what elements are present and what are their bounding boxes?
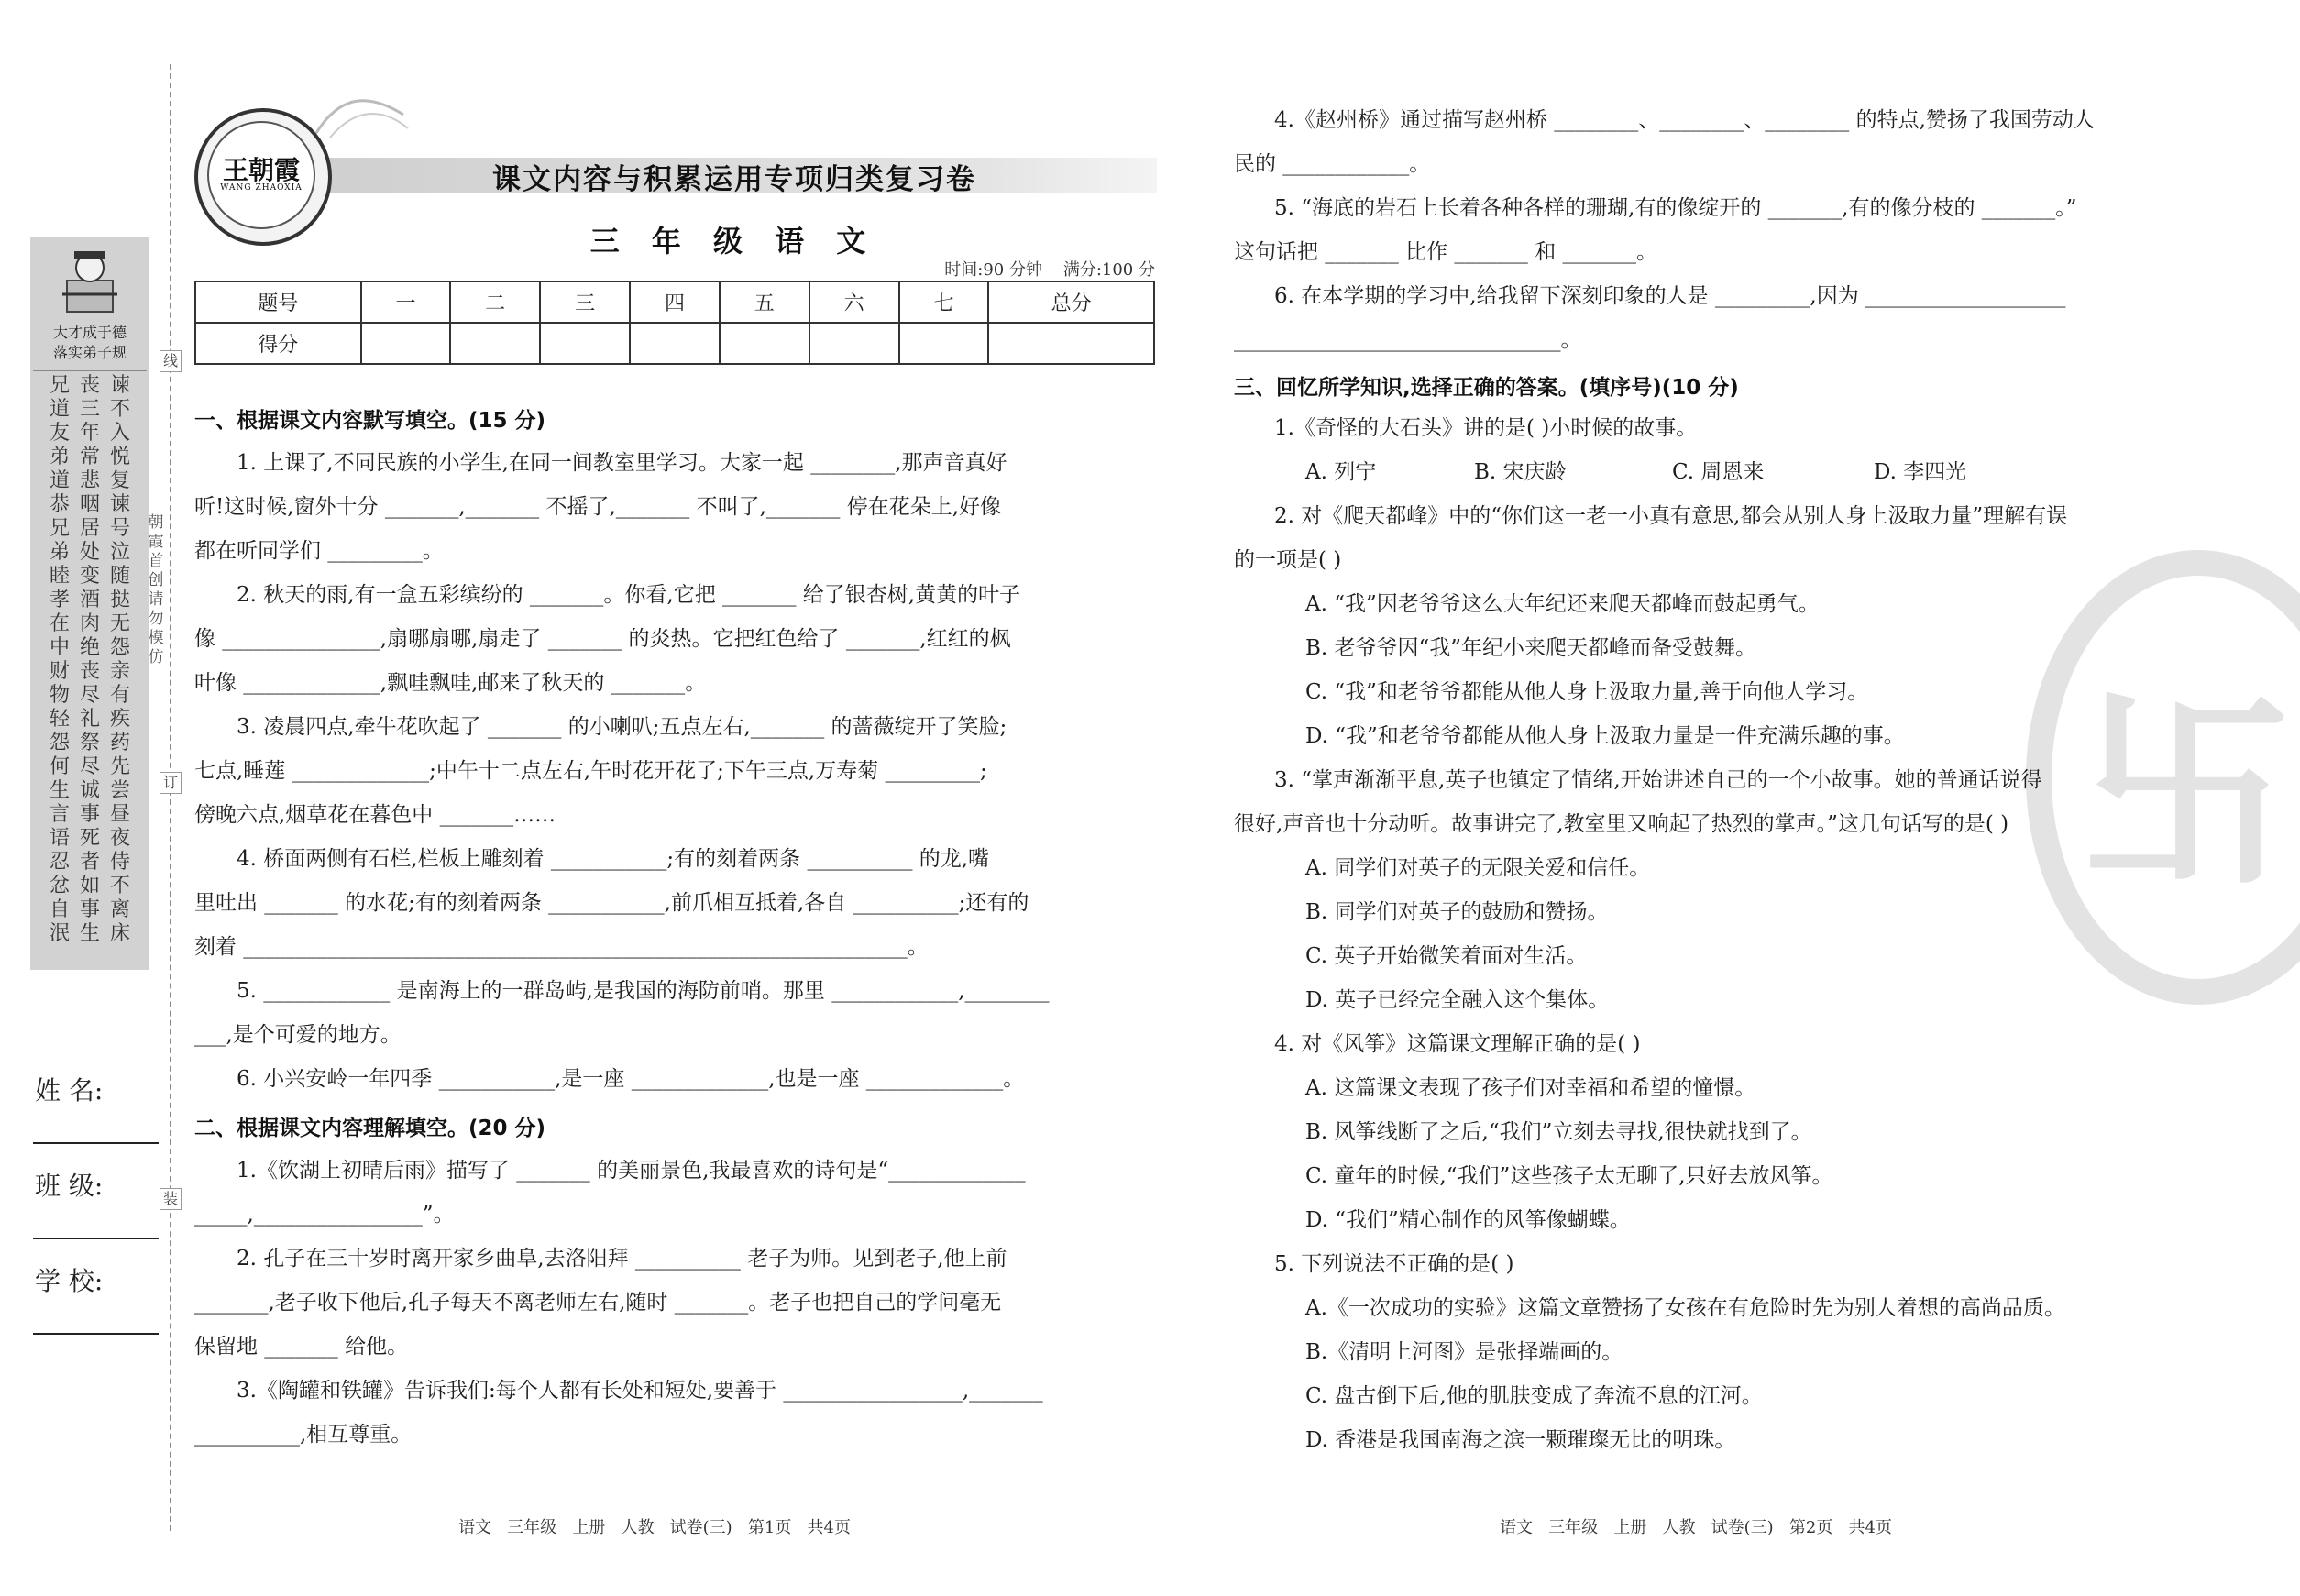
question-2-cont: 的一项是( ) — [1234, 548, 1342, 572]
school-label: 学 校: — [35, 1266, 104, 1296]
score-cell[interactable] — [361, 323, 451, 364]
exam-meta: 时间:90 分钟 满分:100 分 — [944, 260, 1155, 280]
sidebar-motto-2: 落实弟子规 — [52, 344, 127, 361]
score-cell[interactable] — [540, 323, 630, 364]
text-line: 2. 秋天的雨,有一盒五彩缤纷的 _______。你看,它把 _______ 给了银杏树,黄黄的叶子 — [237, 583, 1021, 607]
text-line: 6. 在本学期的学习中,给我留下深刻印象的人是 _________,因为 ___________________ — [1274, 284, 2066, 308]
copyright-note: 朝霞首创 请勿模仿 — [148, 513, 164, 666]
sidebar-col: 居处变 — [79, 517, 100, 588]
sidebar-col: 丧三年 — [79, 374, 100, 445]
document-title: 课文内容与积累运用专项归类复习卷 — [492, 163, 976, 196]
text-line: 听!这时候,窗外十分 _______,_______ 不摇了,_______ 不叫了,_______ 停在花朵上,好像 — [194, 495, 1002, 519]
sidebar-col: 常悲咽 — [79, 446, 100, 516]
option-a: A. 同学们对英子的无限关爱和信任。 — [1305, 856, 1651, 880]
section-3-heading: 三、回忆所学知识,选择正确的答案。(填序号)(10 分) — [1234, 376, 1739, 400]
subject-title: 三 年 级 语 文 — [589, 224, 877, 259]
text-line: 4. 桥面两侧有石栏,栏板上雕刻着 ___________;有的刻着两条 __________ 的龙,嘴 — [237, 847, 990, 871]
sidebar-col: 号泣随 — [109, 517, 130, 588]
binding-mark: 线 — [160, 350, 182, 372]
score-cell[interactable] — [809, 323, 899, 364]
score-row-label: 得分 — [195, 323, 361, 364]
section-1-heading: 一、根据课文内容默写填空。(15 分) — [194, 409, 546, 433]
option-a: A. “我”因老爷爷这么大年纪还来爬天都峰而鼓起勇气。 — [1305, 592, 1820, 616]
name-field[interactable] — [33, 1142, 159, 1144]
option-c: C. 周恩来 — [1672, 460, 1765, 484]
question-3-cont: 很好,声音也十分动听。故事讲完了,教室里又响起了热烈的掌声。”这几句话写的是( ) — [1234, 812, 2009, 836]
score-header-cell: 题号 — [195, 281, 361, 323]
option-b: B. 同学们对英子的鼓励和赞扬。 — [1305, 900, 1609, 924]
sidebar-col: 酒肉绝 — [79, 589, 100, 659]
sidebar-col: 财物轻 — [49, 660, 70, 731]
score-table — [194, 281, 1155, 365]
sidebar-motto-1: 大才成于德 — [52, 324, 127, 341]
option-b: B. 老爷爷因“我”年纪小来爬天都峰而备受鼓舞。 — [1305, 636, 1757, 660]
sidebar-col: 挞无怨 — [109, 589, 130, 659]
section-2-heading: 二、根据课文内容理解填空。(20 分) — [194, 1117, 546, 1140]
sidebar-col: 兄道友 — [49, 374, 70, 445]
score-header-cell: 三 — [540, 281, 630, 323]
score-cell[interactable] — [450, 323, 540, 364]
sidebar-col: 亲有疾 — [109, 660, 130, 731]
binding-dashed-line — [170, 64, 171, 1531]
option-b: B.《清明上河图》是张择端画的。 — [1305, 1340, 1623, 1364]
logo-text: 王朝霞 — [222, 154, 300, 185]
text-line: 傍晚六点,烟草花在暮色中 _______…… — [194, 803, 556, 827]
score-cell[interactable] — [720, 323, 809, 364]
ribbon-icon — [312, 87, 413, 142]
sidebar-panel — [30, 237, 149, 970]
option-d: D. 李四光 — [1874, 460, 1967, 484]
option-d: D. “我们”精心制作的风筝像蝴蝶。 — [1305, 1208, 1631, 1232]
text-line: 1. 上课了,不同民族的小学生,在同一间教室里学习。大家一起 ________,那声音真好 — [237, 451, 1007, 475]
class-label: 班 级: — [35, 1171, 104, 1201]
sidebar-col: 弟道恭 — [49, 446, 70, 516]
option-a: A. 列宁 — [1305, 460, 1377, 484]
sidebar-col: 兄弟睦 — [49, 517, 70, 588]
logo-mark — [207, 121, 315, 229]
score-header-cell: 七 — [899, 281, 989, 323]
class-field[interactable] — [33, 1238, 159, 1239]
page-footer-1: 语文 三年级 上册 人教 试卷(三) 第1页 共4页 — [458, 1518, 851, 1537]
text-line: 民的 ____________。 — [1234, 152, 1431, 176]
sidebar-col: 谏不入 — [109, 374, 130, 445]
text-line: 5. ____________ 是南海上的一群岛屿,是我国的海防前哨。那里 ____________,________ — [237, 979, 1050, 1003]
option-c: C. 英子开始微笑着面对生活。 — [1305, 944, 1588, 968]
text-line: ___,是个可爱的地方。 — [194, 1023, 402, 1047]
text-line: 3. 凌晨四点,牵牛花吹起了 _______ 的小喇叭;五点左右,_______ 的蔷薇绽开了笑脸; — [237, 715, 1007, 739]
option-d: D. 英子已经完全融入这个集体。 — [1305, 988, 1610, 1012]
scholar-figure-icon — [58, 244, 122, 317]
option-d: D. 香港是我国南海之滨一颗璀璨无比的明珠。 — [1305, 1428, 1736, 1452]
score-header-cell: 六 — [809, 281, 899, 323]
text-line: 4.《赵州桥》通过描写赵州桥 ________、________、________ 的特点,赞扬了我国劳动人 — [1274, 108, 2095, 132]
text-line: 里吐出 _______ 的水花;有的刻着两条 ___________,前爪相互抵着,各自 __________;还有的 — [194, 891, 1029, 915]
score-header-cell: 四 — [630, 281, 720, 323]
question-5: 5. 下列说法不正确的是( ) — [1274, 1252, 1514, 1276]
sidebar-col: 不离床 — [109, 875, 130, 945]
score-header-cell: 二 — [450, 281, 540, 323]
sidebar-col: 如事生 — [79, 875, 100, 945]
sidebar-col: 忿自泯 — [49, 875, 70, 945]
sidebar-col: 祭尽诚 — [79, 732, 100, 802]
sidebar-col: 孝在中 — [49, 589, 70, 659]
option-b: B. 宋庆龄 — [1474, 460, 1567, 484]
score-header-cell: 五 — [720, 281, 809, 323]
binding-mark: 装 — [160, 1188, 182, 1210]
question-2: 2. 对《爬天都峰》中的“你们这一老一小真有意思,都会从别人身上汲取力量”理解有误 — [1274, 504, 2068, 528]
option-b: B. 风筝线断了之后,“我们”立刻去寻找,很快就找到了。 — [1305, 1120, 1812, 1144]
option-c: C. “我”和老爷爷都能从他人身上汲取力量,善于向他人学习。 — [1305, 680, 1869, 704]
divider — [33, 370, 147, 371]
score-cell[interactable] — [630, 323, 720, 364]
school-field[interactable] — [33, 1333, 159, 1335]
question-3: 3. “掌声渐渐平息,英子也镇定了情绪,开始讲述自己的一个小故事。她的普通话说得 — [1274, 768, 2042, 792]
text-line: 6. 小兴安岭一年四季 ___________,是一座 _____________,也是一座 _____________。 — [237, 1067, 1025, 1091]
text-line: _____,________________”。 — [194, 1203, 455, 1227]
score-header-cell: 一 — [361, 281, 451, 323]
option-c: C. 童年的时候,“我们”这些孩子太无聊了,只好去放风筝。 — [1305, 1164, 1833, 1188]
sidebar-col: 事死者 — [79, 803, 100, 874]
text-line: __________,相互尊重。 — [194, 1423, 413, 1447]
text-line: 2. 孔子在三十岁时离开家乡曲阜,去洛阳拜 __________ 老子为师。见到老子,他上前 — [237, 1247, 1007, 1271]
score-input-row — [195, 323, 1154, 364]
question-1: 1.《奇怪的大石头》讲的是( )小时候的故事。 — [1274, 416, 1698, 440]
binding-mark: 订 — [160, 772, 182, 794]
sidebar-col: 悦复谏 — [109, 446, 130, 516]
score-cell[interactable] — [899, 323, 989, 364]
text-line: _______________________________。 — [1234, 328, 1582, 352]
text-line: 叶像 _____________,飘哇飘哇,邮来了秋天的 _______。 — [194, 671, 707, 695]
text-line: 保留地 _______ 给他。 — [194, 1335, 409, 1359]
sidebar-col: 丧尽礼 — [79, 660, 100, 731]
score-header-row — [195, 281, 1154, 323]
text-line: 3.《陶罐和铁罐》告诉我们:每个人都有长处和短处,要善于 _________________,_______ — [237, 1379, 1043, 1403]
score-header-cell: 总分 — [988, 281, 1154, 323]
option-c: C. 盘古倒下后,他的肌肤变成了奔流不息的江河。 — [1305, 1384, 1763, 1408]
page-footer-2: 语文 三年级 上册 人教 试卷(三) 第2页 共4页 — [1500, 1518, 1892, 1537]
text-line: _______,老子收下他后,孔子每天不离老师左右,随时 _______。老子也把自己的学问毫无 — [194, 1291, 1002, 1315]
option-a: A.《一次成功的实验》这篇文章赞扬了女孩在有危险时先为别人着想的高尚品质。 — [1305, 1296, 2065, 1320]
text-line: 七点,睡莲 _____________;中午十二点左右,午时花开花了;下午三点,万寿菊 _________; — [194, 759, 987, 783]
option-d: D. “我”和老爷爷都能从他人身上汲取力量是一件充满乐趣的事。 — [1305, 724, 1905, 748]
score-cell[interactable] — [988, 323, 1154, 364]
text-line: 刻着 _______________________________________________________________。 — [194, 935, 929, 959]
logo-subtext: WANG ZHAOXIA — [220, 183, 303, 193]
sidebar-col: 怨何生 — [49, 732, 70, 802]
sidebar-col: 昼夜侍 — [109, 803, 130, 874]
text-line: 像 _______________,扇哪扇哪,扇走了 _______ 的炎热。它把红色给了 _______,红红的枫 — [194, 627, 1011, 651]
question-4: 4. 对《风筝》这篇课文理解正确的是( ) — [1274, 1032, 1641, 1056]
watermark-glyph: 卐 — [2081, 672, 2293, 917]
option-a: A. 这篇课文表现了孩子们对幸福和希望的憧憬。 — [1305, 1076, 1756, 1100]
sidebar-col: 言语忍 — [49, 803, 70, 874]
text-line: 这句话把 _______ 比作 _______ 和 _______。 — [1234, 240, 1658, 264]
sidebar-col: 药先尝 — [109, 732, 130, 802]
text-line: 5. “海底的岩石上长着各种各样的珊瑚,有的像绽开的 _______,有的像分枝的 _______。” — [1274, 196, 2077, 220]
text-line: 都在听同学们 _________。 — [194, 539, 444, 563]
name-label: 姓 名: — [35, 1075, 104, 1106]
text-line: 1.《饮湖上初晴后雨》描写了 _______ 的美丽景色,我最喜欢的诗句是“_____________ — [237, 1159, 1026, 1183]
